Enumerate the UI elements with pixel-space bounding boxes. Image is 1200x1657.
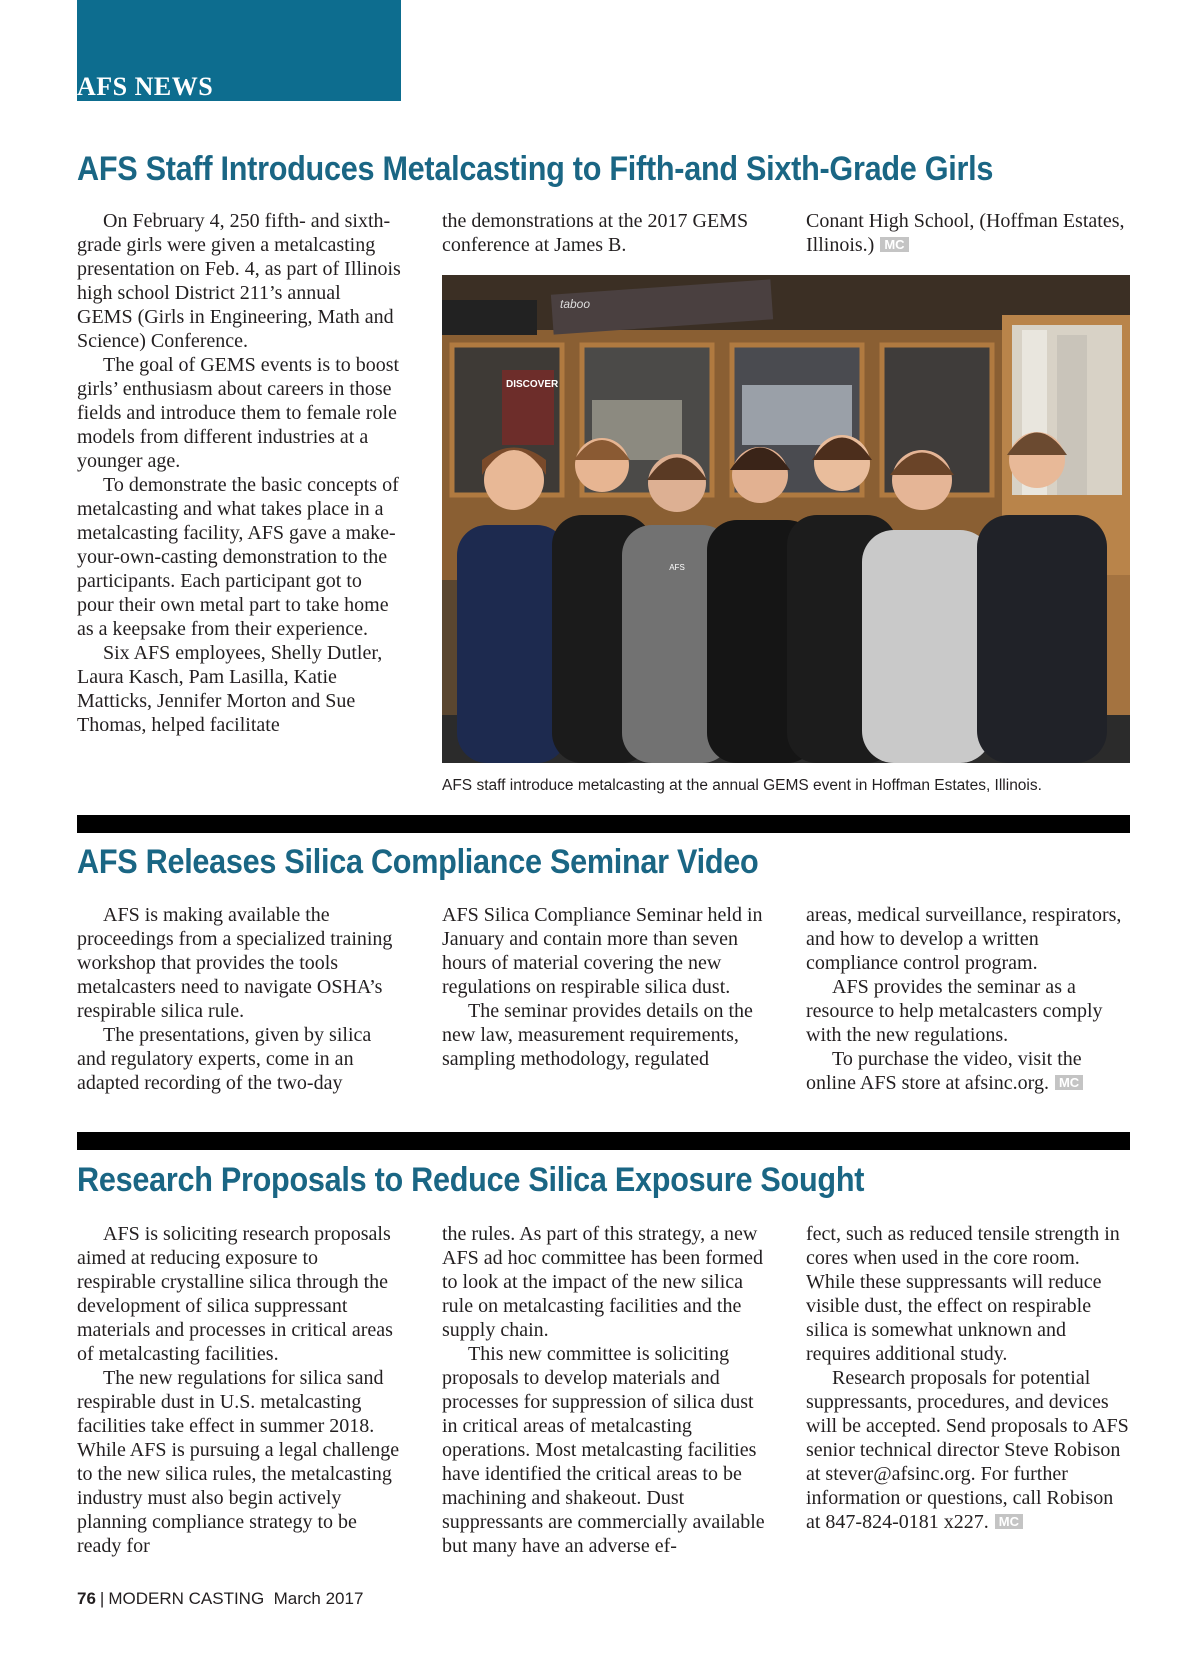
- article1-paragraph: Six AFS employees, Shelly Dutler, Laura Kasch, Pam Lasilla, Katie Matticks, Jennifer Morton and Sue Thomas, helped facilitate: [77, 642, 383, 736]
- staff-group-photo-illustration: [442, 275, 1130, 763]
- section-label: AFS NEWS: [77, 72, 214, 101]
- article2-column-1: [77, 903, 401, 1095]
- article1-paragraph: [806, 209, 1130, 257]
- article2-paragraph: AFS provides the seminar as a resource to help metalcasters comply with the new regulations.: [806, 976, 1103, 1046]
- article1-paragraph: the demonstrations at the 2017 GEMS conference at James B.: [442, 210, 749, 256]
- page-footer: [77, 1589, 363, 1609]
- staff-group-photo: [442, 275, 1130, 763]
- article3-paragraph: The new regulations for silica sand respirable dust in U.S. metalcasting facilities take effect in summer 2018. While AFS is pursuing a legal challenge to the new silica rules, the metalcasting industry must also begin actively planning compliance strategy to be ready for: [77, 1367, 400, 1557]
- shirt-logo-text: AFS: [669, 563, 685, 572]
- section-tab: [77, 0, 401, 101]
- article3-column-3: [806, 1222, 1130, 1534]
- article2-paragraph: AFS is making available the proceedings from a specialized training workshop that provides the tools metalcasters need to navigate OSHA’s respirable silica rule.: [77, 904, 393, 1022]
- article2-paragraph: The presentations, given by silica and regulatory experts, come in an adapted recording of the two-day: [77, 1024, 372, 1094]
- article1-paragraph: The goal of GEMS events is to boost girls’ enthusiasm about careers in those fields and introduce them to female role models from different industries at a younger age.: [77, 354, 400, 472]
- article2-column-3: [806, 903, 1130, 1095]
- article1-column-1: [77, 209, 401, 737]
- article3-paragraph: fect, such as reduced tensile strength in cores when used in the core room. While these suppressants will reduce visible dust, the effect on respirable silica is somewhat unknown and requires additional study.: [806, 1223, 1120, 1365]
- article1-closing-text: Conant High School, (Hoffman Estates, Illinois.): [806, 210, 1125, 256]
- article2-paragraph: [806, 1047, 1130, 1095]
- footer-separator: |: [99, 1589, 105, 1608]
- section-divider: [77, 815, 1130, 833]
- photo-caption: AFS staff introduce metalcasting at the annual GEMS event in Hoffman Estates, Illinois.: [442, 777, 1042, 794]
- article1-column-3: [806, 209, 1130, 257]
- article3-column-1: [77, 1222, 401, 1558]
- article2-paragraph: AFS Silica Compliance Seminar held in January and contain more than seven hours of material covering the new regulations on respirable silica dust.: [442, 904, 763, 998]
- article2-headline: AFS Releases Silica Compliance Seminar Video: [77, 843, 759, 881]
- box-label-text: taboo: [560, 297, 591, 311]
- magazine-cover-text: DISCOVER: [506, 379, 559, 390]
- article3-paragraph: the rules. As part of this strategy, a new AFS ad hoc committee has been formed to look at the impact of the new silica rule on metalcasting facilities and the supply chain.: [442, 1223, 764, 1341]
- article3-closing-text: Research proposals for potential suppressants, procedures, and devices will be accepted. Send proposals to AFS senior technical director Steve Robison at stever@afsinc.org. For further information or questions, call Robison at 847-824-0181 x227.: [806, 1367, 1129, 1533]
- article3-paragraph: AFS is soliciting research proposals aimed at reducing exposure to respirable crystalline silica through the development of silica suppressant materials and processes in critical areas of metalcasting facilities.: [77, 1223, 393, 1365]
- article2-column-2: [442, 903, 766, 1071]
- article2-paragraph: areas, medical surveillance, respirators, and how to develop a written compliance control program.: [806, 904, 1122, 974]
- article1-column-2: [442, 209, 766, 257]
- article3-headline: Research Proposals to Reduce Silica Exposure Sought: [77, 1161, 865, 1199]
- article1-paragraph: On February 4, 250 fifth- and sixth-grade girls were given a metalcasting presentation on Feb. 4, as part of Illinois high school District 211’s annual GEMS (Girls in Engineering, Math and Science) Conference.: [77, 210, 401, 352]
- issue-date: March 2017: [273, 1589, 364, 1608]
- mc-end-mark: MC: [995, 1514, 1023, 1529]
- mc-end-mark: MC: [1055, 1075, 1083, 1090]
- page-number: 76: [77, 1589, 96, 1608]
- section-divider: [77, 1132, 1130, 1150]
- article2-closing-text: To purchase the video, visit the online AFS store at afsinc.org.: [806, 1048, 1082, 1094]
- magazine-name: MODERN CASTING: [108, 1589, 265, 1608]
- mc-end-mark: MC: [880, 237, 908, 252]
- article1-paragraph: To demonstrate the basic concepts of metalcasting and what takes place in a metalcasting facility, AFS gave a make-your-own-casting demonstration to the participants. Each participant got to pour their own metal part to take home as a keepsake from their experience.: [77, 474, 399, 640]
- article1-headline: AFS Staff Introduces Metalcasting to Fifth-and Sixth-Grade Girls: [77, 150, 994, 188]
- article3-paragraph: [806, 1366, 1130, 1534]
- article2-paragraph: The seminar provides details on the new law, measurement requirements, sampling methodology, regulated: [442, 1000, 753, 1070]
- article3-column-2: [442, 1222, 766, 1558]
- article3-paragraph: This new committee is soliciting proposals to develop materials and processes for suppression of silica dust in critical areas of metalcasting operations. Most metalcasting facilities have identified the critical areas to be machining and shakeout. Dust suppressants are commercially available but many have an adverse ef-: [442, 1343, 765, 1557]
